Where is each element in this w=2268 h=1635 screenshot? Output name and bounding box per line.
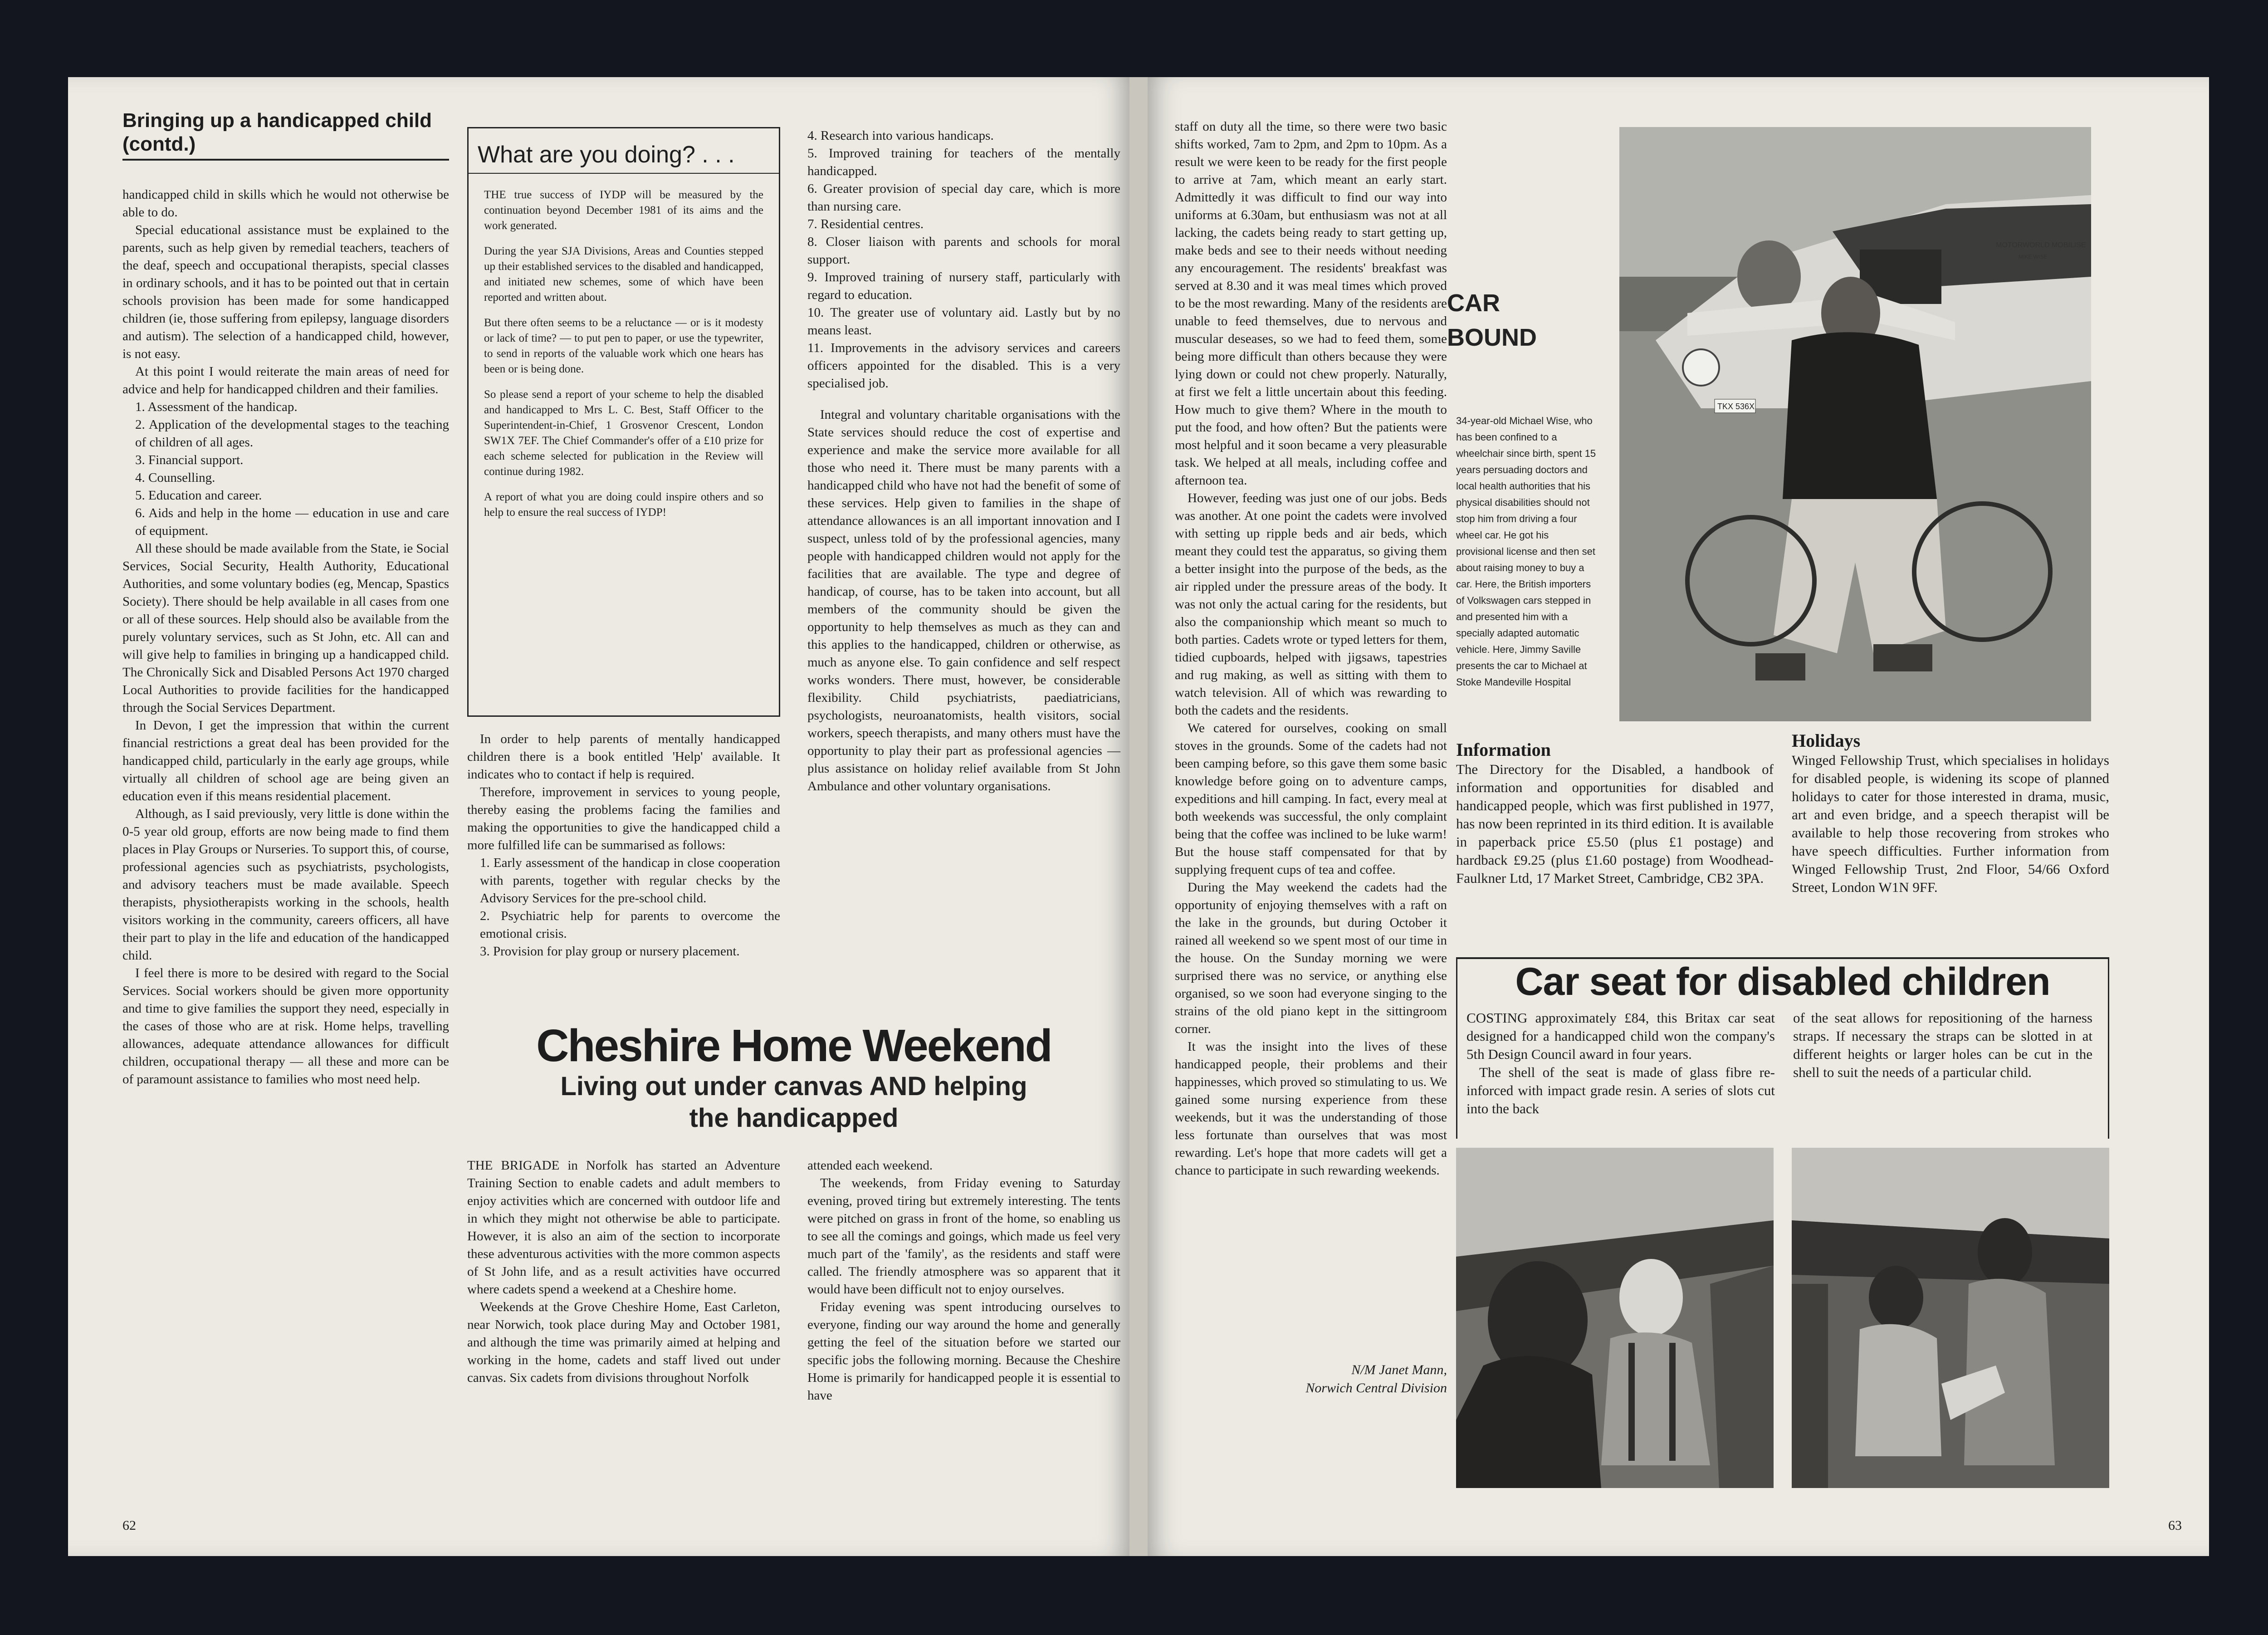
paragraph: At this point I would reiterate the main areas of need for advice and help for handicapped children and their families. — [122, 364, 449, 397]
paragraph: Although, as I said previously, very little is done within the 0-5 year old group, efforts are now being made to find them places in Play Groups or Nurseries. To support this, of course, professional agencies such as psychiatrists, psychologists, and advisory teachers must be made available. Speech therapists, physiotherapists working in the schools, health visitors working in the community, careers officers, all have their part to play in the life and education of the handicapped child. — [122, 807, 449, 963]
paragraph: In order to help parents of mentally handicapped children there is a book entitled 'Help' available. It indicates who to contact if help is required. — [467, 732, 780, 782]
article-heading: Bringing up a handicapped child (contd.) — [122, 109, 449, 161]
signoff-name: N/M Janet Mann, — [1351, 1362, 1447, 1377]
paragraph: All these should be made available from the State, ie Social Services, Social Security, Health Authority, Educational Authorities, and some voluntary bodies (eg, Mencap, Spastics Society). There should be help available in all cases from one or all of these sources. Help should also be available from the purely voluntary services, such as St John, etc. All can and will give help to families in bringing up a handicapped child. The Chronically Sick and Disabled Persons Act 1970 charged Local Authorities to provide facilities for the handicapped through the Social Services Department. — [122, 541, 449, 715]
paragraph: We catered for ourselves, cooking on small stoves in the grounds. Some of the cadets had not been camping before, so this gave them some basic knowledge before going on to adventure camps, expeditions and hill camping. In fact, every meal at both weekends was successful, the only complaint being that the coffee was inclined to be luke warm! But the house staff compensated for that by supplying frequent cups of tea and coffee. — [1175, 721, 1447, 877]
cheshire-subtitle-1: Living out under canvas AND helping — [560, 1072, 1027, 1101]
box-paragraph: A report of what you are doing could inspire others and so help to ensure the real success of IYDP! — [484, 491, 763, 519]
list-item: 2. Psychiatric help for parents to overcome the emotional crisis. — [480, 909, 780, 941]
list-item: 11. Improvements in the advisory services and careers officers appointed for the disabled. This is a very specialised job. — [807, 341, 1120, 391]
paragraph: During the May weekend the cadets had the opportunity of enjoying themselves with a raft on the lake in the grounds, but during October it rained all weekend so we spent most of our time in the house. On the Sunday morning we were surprised there was no service, or anything else organised, so we soon had everyone singing to the strains of the old piano kept in the sittingroom corner. — [1175, 880, 1447, 1036]
page-number: 62 — [122, 1518, 136, 1533]
car-door-name: MIKE WISE — [2019, 254, 2048, 260]
information-heading: Information — [1456, 739, 1551, 760]
list-item: 9. Improved training of nursery staff, particularly with regard to education. — [807, 270, 1120, 302]
paragraph: Friday evening was spent introducing ourselves to everyone, finding our way around the home and generally getting the feel of the situation before we started our specific jobs the following morning. Because the Cheshire Home is primarily for handicapped people it is essential to have — [807, 1300, 1120, 1403]
list-item: 6. Greater provision of special day care, which is more than nursing care. — [807, 181, 1120, 214]
paragraph: Weekends at the Grove Cheshire Home, East Carleton, near Norwich, took place during May and October 1981, and although the time was primarily aimed at helping and working in the home, cadets and staff lived out under canvas. Six cadets from divisions throughout Norfolk — [467, 1300, 780, 1385]
signoff — [1175, 1361, 1447, 1397]
paragraph: The weekends, from Friday evening to Saturday evening, proved tiring but extremely interesting. The tents were pitched on grass in front of the home, so enabling us to see all the comings and goings, which made us feel very much part of the 'family', as the residents and staff were called. The friendly atmosphere was so apparent that it would have been difficult not to enjoy ourselves. — [807, 1176, 1120, 1297]
left-column-3 — [807, 127, 1120, 795]
car-seat-photo-2 — [1792, 1148, 2109, 1488]
list-item: 7. Residential centres. — [807, 217, 924, 231]
paragraph: The shell of the seat is made of glass fibre re-inforced with impact grade resin. A series of slots cut into the back — [1466, 1064, 1775, 1116]
holidays-heading: Holidays — [1792, 730, 1861, 751]
box-paragraph: But there often seems to be a reluctance — or is it modesty or lack of time? — to put pen to paper, or use the typewriter, to send in reports of the valuable work which one hears has been or is being done. — [484, 317, 763, 375]
list-item: 1. Assessment of the handicap. — [135, 400, 298, 414]
paragraph: Special educational assistance must be explained to the parents, such as help given by remedial teachers, teachers of the deaf, speech and occupational therapists, special classes in ordinary schools, and it has to be pointed out that in certain schools provision has been made for some handicapped children (ie, those suffering from epilepsy, language disorders and autism). The selection of a handicapped child, however, is not easy. — [122, 223, 449, 361]
right-column-1 — [1175, 118, 1447, 1180]
magazine-spread — [68, 77, 2209, 1556]
car-bound-title — [1447, 286, 1547, 355]
list-item: 3. Financial support. — [135, 453, 244, 467]
list-item: 2. Application of the developmental stages to the teaching of children of all ages. — [135, 417, 449, 450]
car-bound-photo — [1619, 127, 2091, 721]
right-page — [1148, 77, 2209, 1556]
left-column-1 — [122, 186, 449, 1088]
paragraph: handicapped child in skills which he would not otherwise be able to do. — [122, 187, 449, 220]
cheshire-headline — [467, 1021, 1120, 1134]
car-bound-title-line-1: CAR — [1447, 289, 1500, 317]
paragraph: Integral and voluntary charitable organisations with the State services should reduce the cost of expertise and experience and make the service more available for all those who need it. There must be many parents with a handicapped child who have not had the benefit of some of these services. Help given to families in the shape of attendance allowances is an all important innovation and I suspect, unless told of by the professional agencies, many people with handicapped children would not apply for the facilities that are available. The type and degree of handicap, of course, has to be taken into account, but all members of the community should be given the opportunity to help themselves as much as they can and this applies to the handicapped, children or otherwise, as much as anyone else. To gain confidence and self respect works wonders. There must, however, be considerable flexibility. Child psychiatrists, paediatricians, psychologists, neuroanatomists, health visitors, social workers, speech therapists, and many others must have the opportunity to play their part as professional agencies — plus assistance on holiday relief available from St John Ambulance and other voluntary organisations. — [807, 407, 1120, 793]
paragraph: In Devon, I get the impression that within the current financial restrictions a great deal has been provided for the handicapped child, particularly in the early age groups, while virtually all children of school age are being given an education even if this means residential placement. — [122, 718, 449, 803]
paragraph: COSTING approximately £84, this Britax car seat designed for a handicapped child won the company's 5th Design Council award in four years. — [1466, 1010, 1775, 1062]
car-door-text: MOTORWORLD MOBILISE — [1996, 241, 2086, 249]
signoff-division: Norwich Central Division — [1305, 1380, 1447, 1395]
car-bound-caption: 34-year-old Michael Wise, who has been confined to a wheelchair since birth, spent 15 years persuading doctors and local health authorities that his physical disabilities should not stop him from driving a four wheel car. He got his provisional license and then set about raising money to buy a car. Here, the British importers of Volkswagen cars stepped in and presented him with a specially adapted automatic vehicle. Here, Jimmy Saville presents the car to Michael at Stoke Mandeville Hospital — [1456, 415, 1596, 688]
list-item: 8. Closer liaison with parents and schools for moral support. — [807, 235, 1120, 267]
car-seat-column-b — [1793, 1009, 2092, 1082]
list-item: 3. Provision for play group or nursery placement. — [480, 944, 740, 959]
car-seat-title: Car seat for disabled children — [1515, 960, 2050, 1004]
paragraph: attended each weekend. — [807, 1158, 933, 1173]
holidays-block — [1792, 730, 2109, 896]
improvements-list — [467, 854, 780, 960]
cheshire-title: Cheshire Home Weekend — [536, 1020, 1051, 1071]
paragraph: However, feeding was just one of our jobs. Beds was another. At one point the cadets were involved with setting up ripple beds and air beds, which meant they could test the apparatus, so giving them a better insight into the purpose of the beds, as the air rippled under the pressure areas of the body. It was not only the actual caring for the residents, but also the companionship which meant so much to both parties. Cadets wrote or typed letters for them, tidied cupboards, helped with jigsaws, tapestries and rug making, as well as sitting with them to watch television. All of which was rewarding to both the cadets and the residents. — [1175, 491, 1447, 718]
cheshire-column-a — [467, 1157, 780, 1387]
list-item: 4. Counselling. — [135, 470, 215, 485]
box-paragraph: THE true success of IYDP will be measured by the continuation beyond December 1981 of its aims and the work generated. — [484, 189, 763, 232]
number-plate: TKX 536X — [1717, 402, 1755, 411]
cheshire-column-b — [807, 1157, 1120, 1405]
information-block — [1456, 739, 1774, 887]
box-paragraph: So please send a report of your scheme to help the disabled and handicapped to Mrs L. C. Best, Staff Officer to the Superintendent-in-Chief, 1 Grosvenor Crescent, London SW1X 7EF. The Chief Commander's offer of a £10 prize for each scheme selected for publication in the Review will continue during 1982. — [484, 388, 763, 478]
improvements-list-contd — [807, 127, 1120, 392]
list-item: 1. Early assessment of the handicap in close cooperation with parents, together with regular checks by the Advisory Services for the pre-school child. — [480, 856, 780, 906]
paragraph: of the seat allows for repositioning of the harness straps. If necessary the straps can be slotted in at different heights or larger holes can be cut in the shell to suit the needs of a particular child. — [1793, 1010, 2092, 1080]
paragraph: THE BRIGADE in Norfolk has started an Adventure Training Section to enable cadets and adult members to enjoy activities which are concerned with outdoor life and in which they might not otherwise be able to participate. However, it is also an aim of the section to incorporate these adventurous activities with the more common aspects of St John life, and as a result activities have occurred where cadets spend a weekend at a Cheshire home. — [467, 1158, 780, 1297]
needs-list — [122, 398, 449, 540]
left-page — [68, 77, 1129, 1556]
car-bound-title-line-2: BOUND — [1447, 324, 1537, 351]
car-seat-photo-1 — [1456, 1148, 1774, 1488]
list-item: 6. Aids and help in the home — education in use and care of equipment. — [135, 506, 449, 538]
cheshire-subtitle-2: the handicapped — [689, 1103, 899, 1133]
holidays-text: Winged Fellowship Trust, which specialises in holidays for disabled people, is widening its scope of planned holidays to cater for those interested in drama, music, art and even bridge, and a speech therapist will be available to help those recovering from strokes who have speech difficulties. Further information from Winged Fellowship Trust, 2nd Floor, 54/66 Oxford Street, London W1N 9FF. — [1792, 752, 2109, 895]
list-item: 5. Education and career. — [135, 488, 262, 503]
list-item: 4. Research into various handicaps. — [807, 128, 994, 143]
left-column-2 — [467, 730, 780, 960]
car-seat-column-a — [1466, 1009, 1775, 1118]
paragraph: It was the insight into the lives of these handicapped people, their problems and their happinesses, which proved so stimulating to us. We gained some nursing experience from these weekends, but it was the understanding of those less fortunate than ourselves that was most rewarding. Let's hope that more cadets will get a chance to participate in such rewarding weekends. — [1175, 1039, 1447, 1178]
paragraph: I feel there is more to be desired with regard to the Social Services. Social workers should be given more opportunity and time to give families the support they need, especially in the cases of those who are at risk. Home helps, travelling allowances, adequate attendance allowances for difficult children, occupational therapy — all these and more can be of paramount assistance to families who most need help. — [122, 966, 449, 1087]
what-are-you-doing-box — [467, 127, 780, 717]
car-seat-article — [1456, 957, 2109, 1139]
paragraph: staff on duty all the time, so there were two basic shifts worked, 7am to 2pm, and 2pm to 10pm. As a result we were keen to be ready for the first people to arrive at 7am, which meant an early start. Admittedly it was difficult to find our way into uniforms at 6.30am, but enthusiasm was not at all lacking, the cadets being ready to start getting up, make beds and see to their needs without needing any encouragement. The residents' breakfast was served at 8.30 and it was meal times which proved to be the most rewarding. Many of the residents are unable to feed themselves, due to nervous and muscular deseases, so we had to feed them, some being more difficult than others because they were lying down or could not chew properly. Naturally, at first we felt a little uncertain about this feeding. How much to give them? Where in the mouth to put the food, and how often? But the patients were most helpful and it soon became a very pleasurable task. We helped at all meals, including coffee and afternoon tea. — [1175, 119, 1447, 488]
box-paragraph: During the year SJA Divisions, Areas and Counties stepped up their established services to the disabled and handicapped, and initiated new schemes, some of which have been reported and written about. — [484, 245, 763, 304]
gutter — [1129, 77, 1148, 1556]
page-number: 63 — [2168, 1518, 2182, 1533]
list-item: 10. The greater use of voluntary aid. Lastly but by no means least. — [807, 305, 1120, 338]
information-text: The Directory for the Disabled, a handbook of information and opportunities for disabled and handicapped people, which was first published in 1977, has now been reprinted in its third edition. It is available in paperback price £5.50 (plus £1 postage) and hardback £9.25 (plus £1.60 postage) from Woodhead-Faulkner Ltd, 17 Market Street, Cambridge, CB2 3PA. — [1456, 761, 1774, 886]
list-item: 5. Improved training for teachers of the mentally handicapped. — [807, 146, 1120, 178]
paragraph: Therefore, improvement in services to young people, thereby easing the problems facing the families and making the opportunities to give the handicapped child a more fulfilled life can be summarised as follows: — [467, 785, 780, 852]
box-title: What are you doing? . . . — [469, 141, 779, 174]
